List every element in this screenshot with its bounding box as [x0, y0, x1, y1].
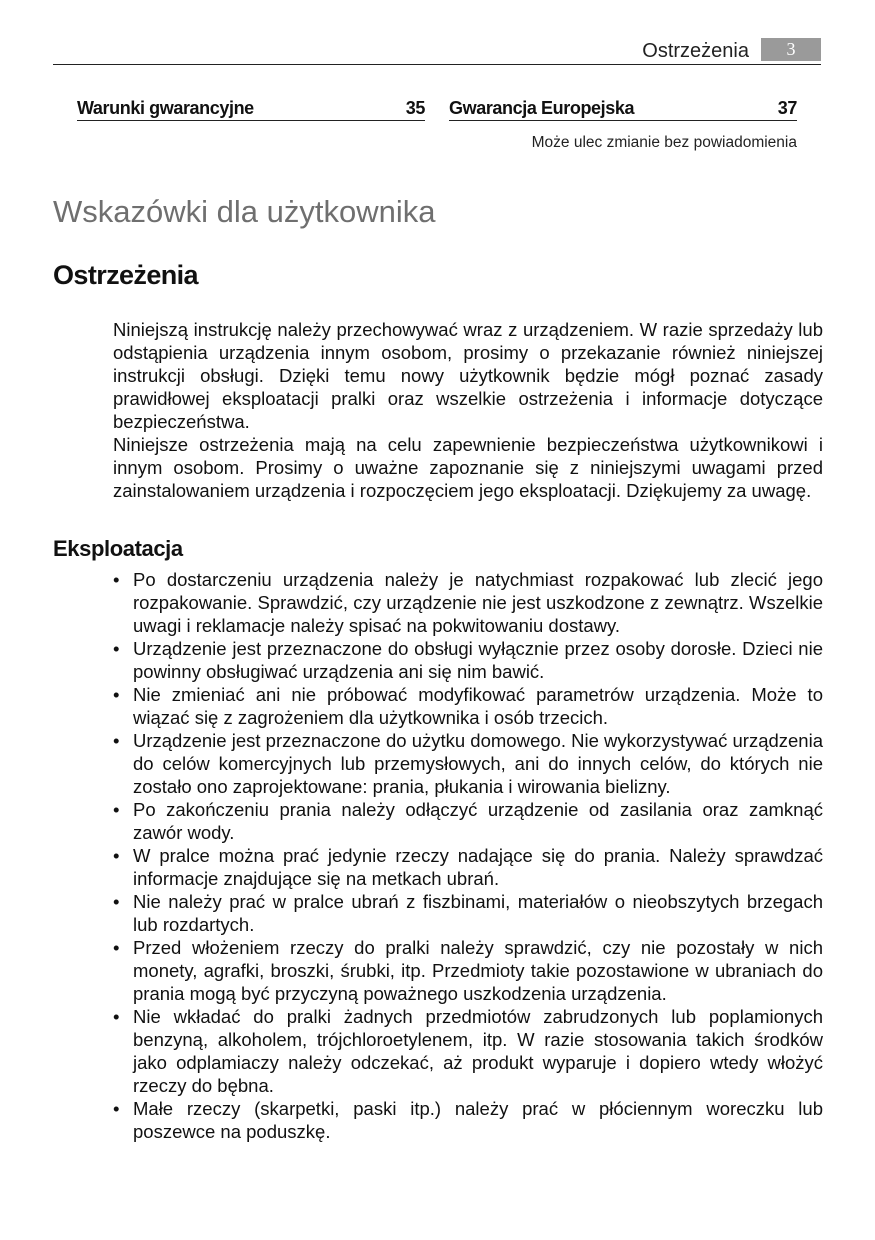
- list-item-text: W pralce można prać jedynie rzeczy nadające się do prania. Należy sprawdzać informacje znajdujące się na metkach ubrań.: [133, 845, 823, 889]
- list-item-text: Małe rzeczy (skarpetki, paski itp.) należy prać w płóciennym woreczku lub poszewce na poduszkę.: [133, 1098, 823, 1142]
- bullet-icon: •: [113, 891, 120, 912]
- list-item: [113, 1097, 823, 1143]
- toc-page: 35: [405, 98, 425, 118]
- header-divider: [53, 64, 821, 65]
- page-header: [53, 36, 821, 66]
- list-item: [113, 568, 823, 637]
- list-item-text: Nie wkładać do pralki żadnych przedmiotów zabrudzonych lub poplamionych benzyną, alkoholem, trójchloroetylenem, itp. W razie stosowania takich środków jako odplamiaczy należy odczekać, aż produkt wyparuje i dopiero wtedy włożyć rzeczy do bębna.: [133, 1006, 823, 1096]
- list-item: [113, 844, 823, 890]
- operation-heading: Eksploatacja: [53, 536, 183, 561]
- list-item: [113, 936, 823, 1005]
- bullet-icon: •: [113, 684, 120, 705]
- toc-label: Warunki gwarancyjne: [77, 98, 254, 118]
- table-of-contents: [77, 96, 797, 122]
- list-item-text: Nie zmieniać ani nie próbować modyfikować parametrów urządzenia. Może to wiązać się z zagrożeniem dla użytkownika i osób trzecich.: [133, 684, 823, 728]
- list-item: [113, 729, 823, 798]
- toc-entry-european-guarantee[interactable]: [449, 96, 797, 121]
- bullet-icon: •: [113, 638, 120, 659]
- bullet-icon: •: [113, 1098, 120, 1119]
- list-item: [113, 890, 823, 936]
- list-item: [113, 683, 823, 729]
- operation-list: [113, 568, 823, 1143]
- list-item: [113, 1005, 823, 1097]
- bullet-icon: •: [113, 937, 120, 958]
- list-item: [113, 798, 823, 844]
- section-title: Wskazówki dla użytkownika: [53, 194, 436, 229]
- chapter-title: Ostrzeżenia: [53, 260, 198, 290]
- toc-entry-warranty-conditions[interactable]: [77, 96, 425, 121]
- bullet-icon: •: [113, 845, 120, 866]
- header-title: Ostrzeżenia: [642, 40, 749, 62]
- bullet-icon: •: [113, 569, 120, 590]
- list-item-text: Urządzenie jest przeznaczone do obsługi wyłącznie przez osoby dorosłe. Dzieci nie powinny obsługiwać urządzenia ani się nim bawić.: [133, 638, 823, 682]
- list-item: [113, 637, 823, 683]
- list-item-text: Urządzenie jest przeznaczone do użytku domowego. Nie wykorzystywać urządzenia do celów komercyjnych lub przemysłowych, ani do innych celów, do których nie zostało ono zaprojektowane: prania, płukania i wirowania bielizny.: [133, 730, 823, 797]
- list-item-text: Po dostarczeniu urządzenia należy je natychmiast rozpakować lub zlecić jego rozpakowanie. Sprawdzić, czy urządzenie nie jest uszkodzone z zewnątrz. Wszelkie uwagi i reklamacje należy spisać na pokwitowaniu dostawy.: [133, 569, 823, 636]
- list-item-text: Nie należy prać w pralce ubrań z fiszbinami, materiałów o nieobszytych brzegach lub rozdartych.: [133, 891, 823, 935]
- page-number: 3: [761, 38, 821, 61]
- toc-page: 37: [777, 98, 797, 118]
- intro-paragraph: Niniejsze ostrzeżenia mają na celu zapewnienie bezpieczeństwa użytkownikowi i innym osobom. Prosimy o uważne zapoznanie się z niniejszymi uwagami przed zainstalowaniem urządzenia i rozpoczęciem jego eksploatacji. Dziękujemy za uwagę.: [113, 434, 823, 501]
- toc-label: Gwarancja Europejska: [449, 98, 635, 118]
- intro-paragraph: Niniejszą instrukcję należy przechowywać wraz z urządzeniem. W razie sprzedaży lub odstąpienia urządzenia innym osobom, prosimy o przekazanie również niniejszej instrukcji obsługi. Dzięki temu nowy użytkownik będzie mógł poznać zasady prawidłowej eksploatacji pralki oraz wszelkie ostrzeżenia i informacje dotyczące bezpieczeństwa.: [113, 319, 823, 432]
- list-item-text: Przed włożeniem rzeczy do pralki należy sprawdzić, czy nie pozostały w nich monety, agrafki, broszki, śrubki, itp. Przedmioty takie pozostawione w ubraniach do prania mogą być przyczyną poważnego uszkodzenia urządzenia.: [133, 937, 823, 1004]
- intro-text: [113, 318, 823, 502]
- bullet-icon: •: [113, 799, 120, 820]
- change-notice: Może ulec zmianie bez powiadomienia: [531, 134, 797, 151]
- bullet-icon: •: [113, 730, 120, 751]
- bullet-icon: •: [113, 1006, 120, 1027]
- list-item-text: Po zakończeniu prania należy odłączyć urządzenie od zasilania oraz zamknąć zawór wody.: [133, 799, 823, 843]
